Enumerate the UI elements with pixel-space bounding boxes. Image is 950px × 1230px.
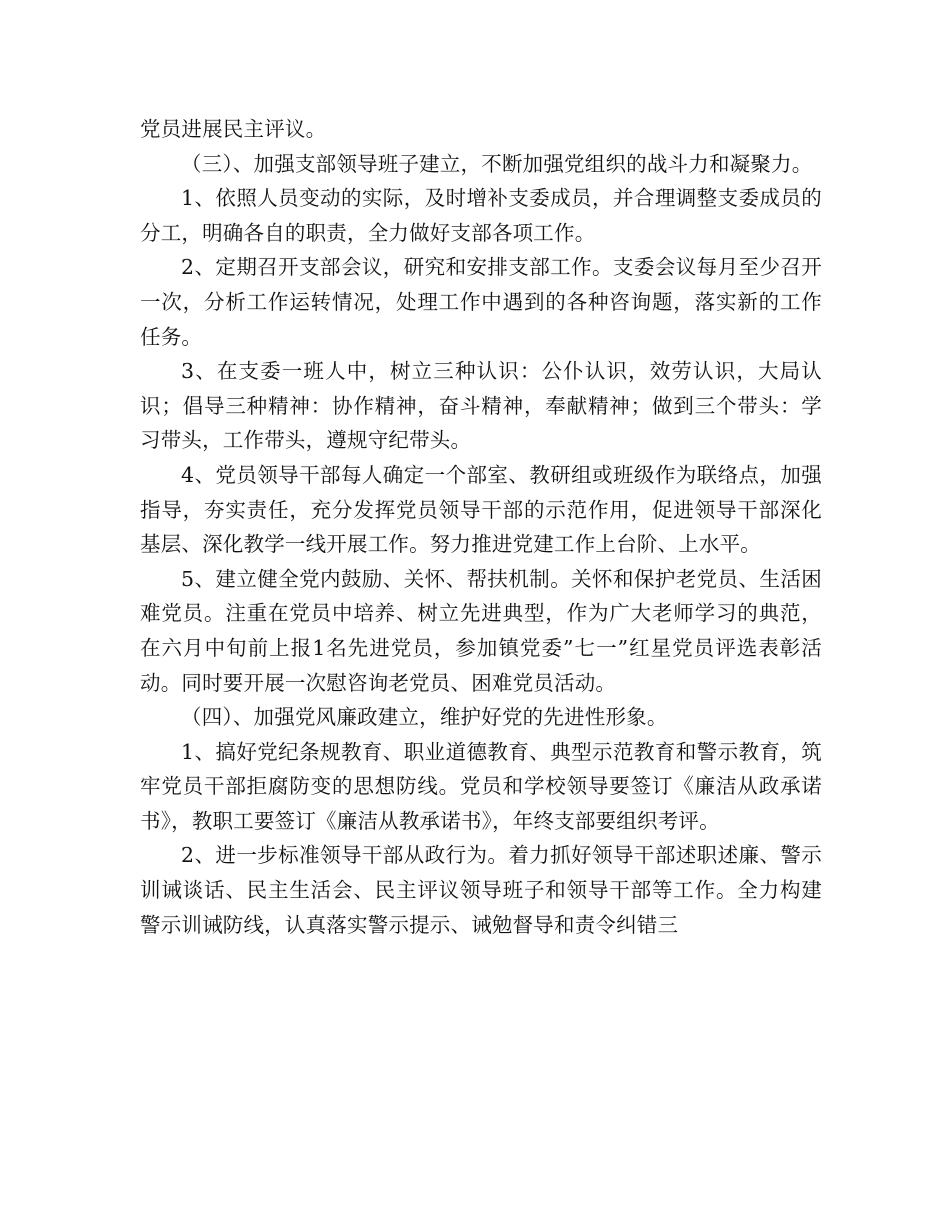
paragraph-item-2: 2、定期召开支部会议，研究和安排支部工作。支委会议每月至少召开一次，分析工作运转情况，处理工作中遇到的各种咨询题，落实新的工作任务。	[140, 255, 822, 349]
paragraph-item-4-2: 2、进一步标准领导干部从政行为。着力抓好领导干部述职述廉、警示训诫谈话、民主生活会、民主评议领导班子和领导干部等工作。全力构建警示训诫防线，认真落实警示提示、诫勉督导和责令纠错三	[140, 843, 822, 937]
paragraph-item-3: 3、在支委一班人中，树立三种认识：公仆认识，效劳认识，大局认识；倡导三种精神：协作精神，奋斗精神，奉献精神；做到三个带头：学习带头，工作带头，遵规守纪带头。	[140, 359, 822, 453]
paragraph-0: 党员进展民主评议。	[140, 117, 327, 141]
section-heading-4: （四）、加强党风廉政建立，维护好党的先进性形象。	[181, 705, 668, 730]
paragraph-item-4: 4、党员领导干部每人确定一个部室、教研组或班级作为联络点，加强指导，夯实责任，充分发挥党员领导干部的示范作用，促进领导干部深化基层、深化教学一线开展工作。努力推进党建工作上台阶、上水平。	[140, 462, 822, 557]
document-body	[140, 112, 822, 942]
paragraph-item-5: 5、建立健全党内鼓励、关怀、帮扶机制。关怀和保护老党员、生活困难党员。注重在党员中培养、树立先进典型，作为广大老师学习的典范，在六月中旬前上报1名先进党员，参加镇党委”七一”红星党员评选表彰活动。同时要开展一次慰咨询老党员、困难党员活动。	[140, 566, 822, 695]
section-heading-3: （三）、加强支部领导班子建立，不断加强党组织的战斗力和凝聚力。	[181, 151, 813, 176]
paragraph-item-4-1: 1、搞好党纪条规教育、职业道德教育、典型示范教育和警示教育，筑牢党员干部拒腐防变的思想防线。党员和学校领导要签订《廉洁从政承诺书》，教职工要签订《廉洁从教承诺书》，年终支部要组织考评。	[140, 739, 822, 833]
paragraph-item-1: 1、依照人员变动的实际，及时增补支委成员，并合理调整支委成员的分工，明确各自的职责，全力做好支部各项工作。	[140, 186, 822, 245]
